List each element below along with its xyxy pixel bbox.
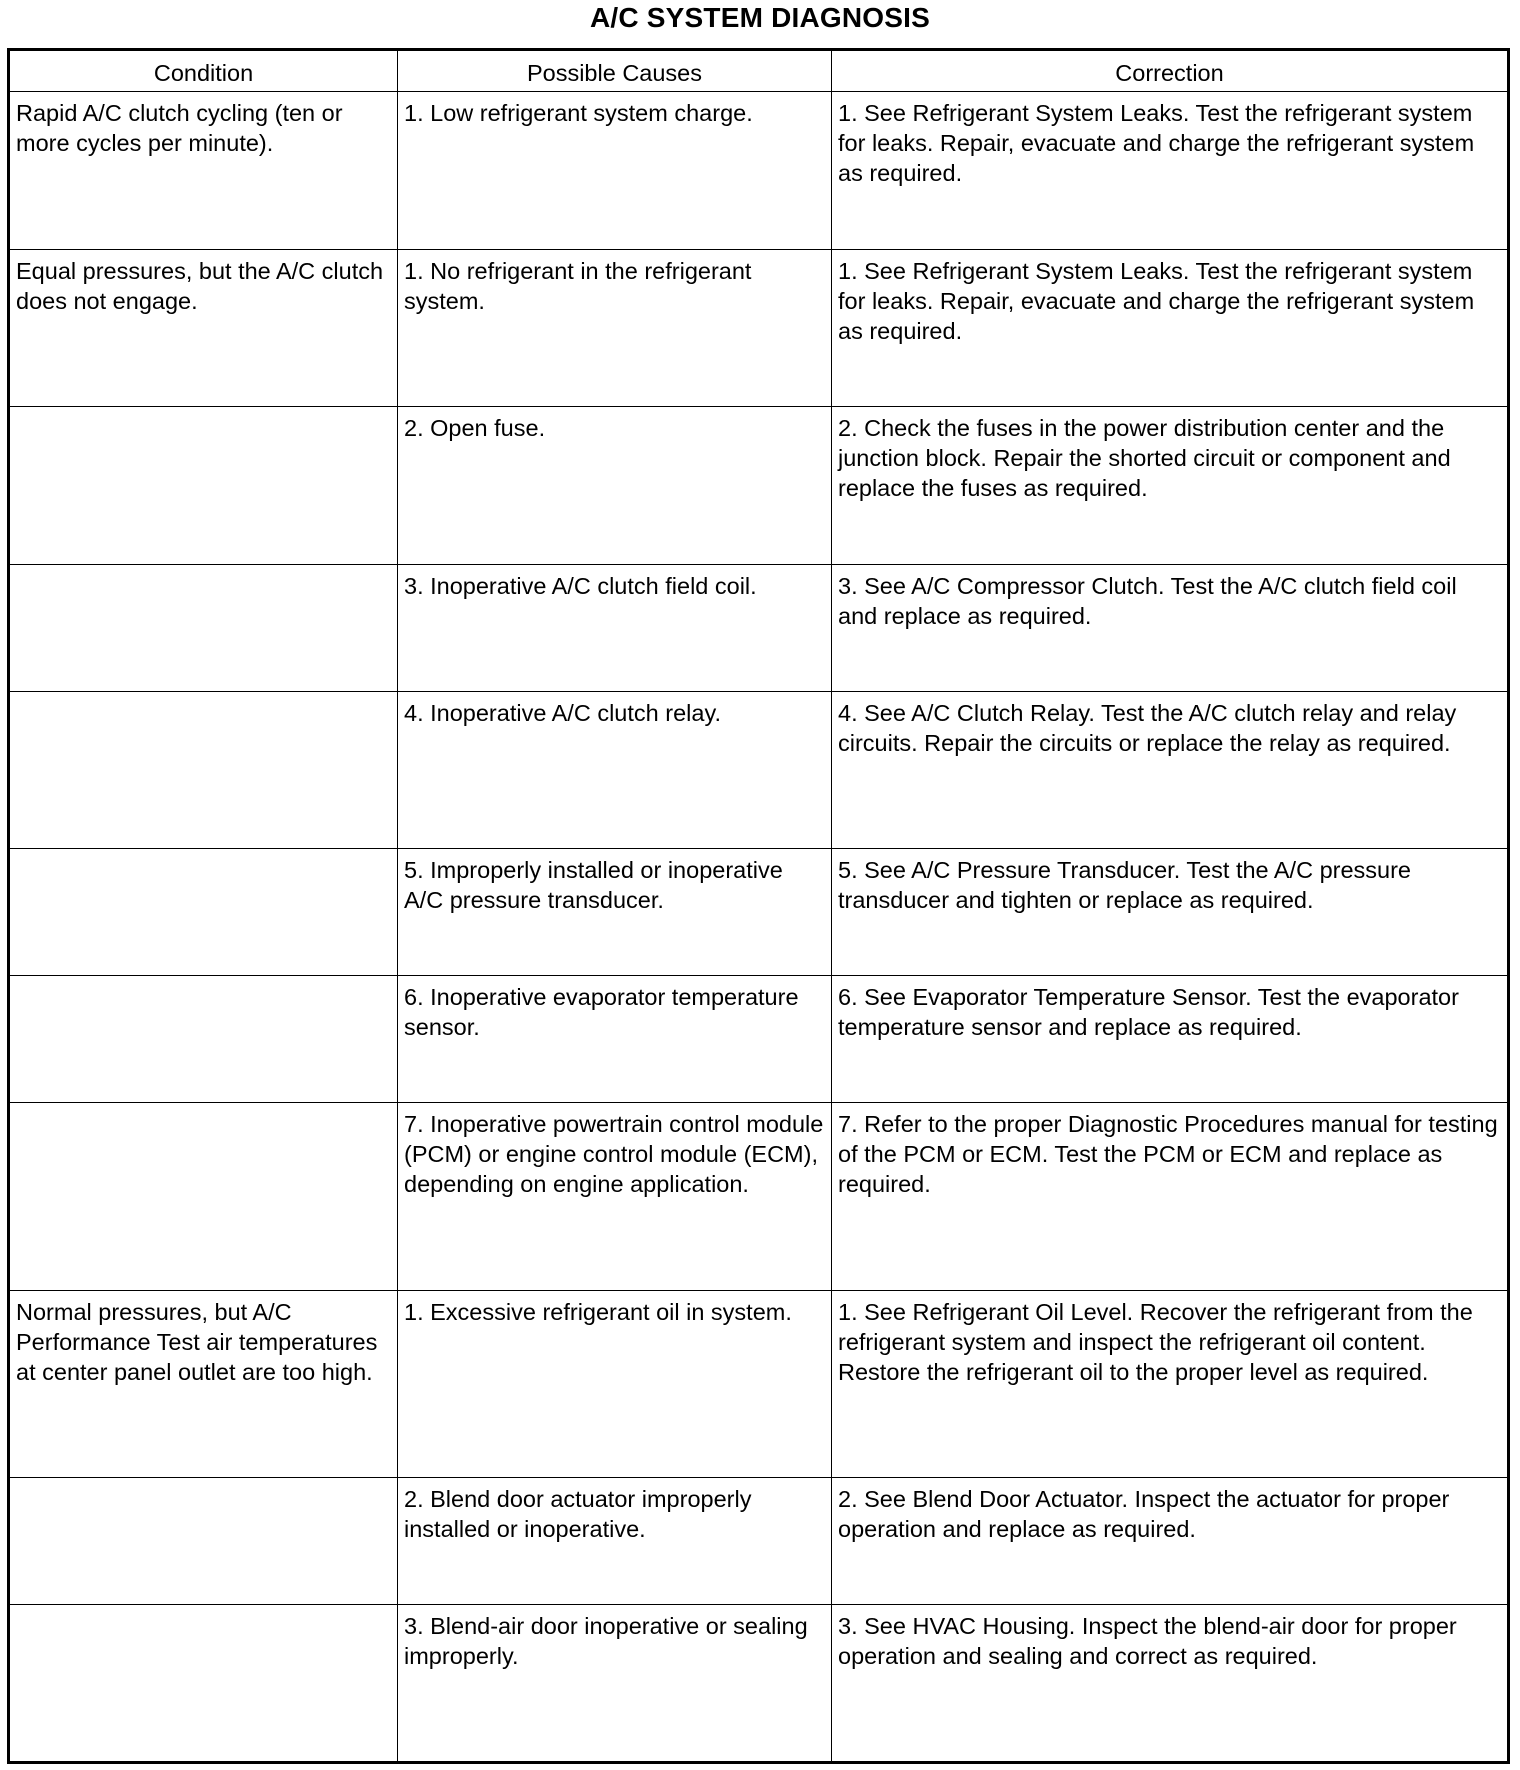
correction-cell: 3. See A/C Compressor Clutch. Test the A/C clutch field coil and replace as required. [832, 565, 1509, 692]
correction-cell: 6. See Evaporator Temperature Sensor. Test the evaporator temperature sensor and replace as required. [832, 976, 1509, 1103]
cause-cell: 1. Excessive refrigerant oil in system. [398, 1291, 832, 1478]
condition-cell [9, 849, 398, 976]
correction-cell: 1. See Refrigerant Oil Level. Recover the refrigerant from the refrigerant system and inspect the refrigerant oil content. Restore the refrigerant oil to the proper level as required. [832, 1291, 1509, 1478]
cause-cell: 4. Inoperative A/C clutch relay. [398, 692, 832, 849]
correction-cell: 2. See Blend Door Actuator. Inspect the actuator for proper operation and replace as required. [832, 1478, 1509, 1605]
condition-cell [9, 407, 398, 565]
condition-cell: Normal pressures, but A/C Performance Test air temperatures at center panel outlet are too high. [9, 1291, 398, 1478]
cause-cell: 1. No refrigerant in the refrigerant system. [398, 250, 832, 407]
condition-cell: Rapid A/C clutch cycling (ten or more cycles per minute). [9, 92, 398, 250]
condition-cell: Equal pressures, but the A/C clutch does not engage. [9, 250, 398, 407]
table-row [9, 250, 1509, 407]
correction-cell: 1. See Refrigerant System Leaks. Test the refrigerant system for leaks. Repair, evacuate and charge the refrigerant system as required. [832, 92, 1509, 250]
table-row [9, 92, 1509, 250]
cause-cell: 5. Improperly installed or inoperative A/C pressure transducer. [398, 849, 832, 976]
correction-cell: 2. Check the fuses in the power distribution center and the junction block. Repair the shorted circuit or component and replace the fuses as required. [832, 407, 1509, 565]
diagnosis-table [7, 48, 1510, 1764]
table-row [9, 1605, 1509, 1763]
header-condition: Condition [9, 50, 398, 92]
header-correction: Correction [832, 50, 1509, 92]
table-row [9, 849, 1509, 976]
cause-cell: 2. Blend door actuator improperly installed or inoperative. [398, 1478, 832, 1605]
condition-cell [9, 1103, 398, 1291]
condition-cell [9, 692, 398, 849]
table-row [9, 407, 1509, 565]
page-title: A/C SYSTEM DIAGNOSIS [589, 2, 931, 33]
condition-cell [9, 1605, 398, 1763]
correction-cell: 3. See HVAC Housing. Inspect the blend-air door for proper operation and sealing and correct as required. [832, 1605, 1509, 1763]
condition-cell [9, 976, 398, 1103]
condition-cell [9, 565, 398, 692]
correction-cell: 5. See A/C Pressure Transducer. Test the A/C pressure transducer and tighten or replace as required. [832, 849, 1509, 976]
table-row [9, 976, 1509, 1103]
table-header-row [9, 50, 1509, 92]
cause-cell: 7. Inoperative powertrain control module (PCM) or engine control module (ECM), depending on engine application. [398, 1103, 832, 1291]
correction-cell: 7. Refer to the proper Diagnostic Procedures manual for testing of the PCM or ECM. Test the PCM or ECM and replace as required. [832, 1103, 1509, 1291]
correction-cell: 1. See Refrigerant System Leaks. Test the refrigerant system for leaks. Repair, evacuate and charge the refrigerant system as required. [832, 250, 1509, 407]
condition-cell [9, 1478, 398, 1605]
cause-cell: 3. Inoperative A/C clutch field coil. [398, 565, 832, 692]
table-row [9, 1103, 1509, 1291]
cause-cell: 6. Inoperative evaporator temperature sensor. [398, 976, 832, 1103]
table-row [9, 692, 1509, 849]
table-row [9, 1291, 1509, 1478]
table-row [9, 565, 1509, 692]
cause-cell: 1. Low refrigerant system charge. [398, 92, 832, 250]
header-possible-causes: Possible Causes [398, 50, 832, 92]
cause-cell: 3. Blend-air door inoperative or sealing improperly. [398, 1605, 832, 1763]
correction-cell: 4. See A/C Clutch Relay. Test the A/C clutch relay and relay circuits. Repair the circuits or replace the relay as required. [832, 692, 1509, 849]
table-row [9, 1478, 1509, 1605]
cause-cell: 2. Open fuse. [398, 407, 832, 565]
